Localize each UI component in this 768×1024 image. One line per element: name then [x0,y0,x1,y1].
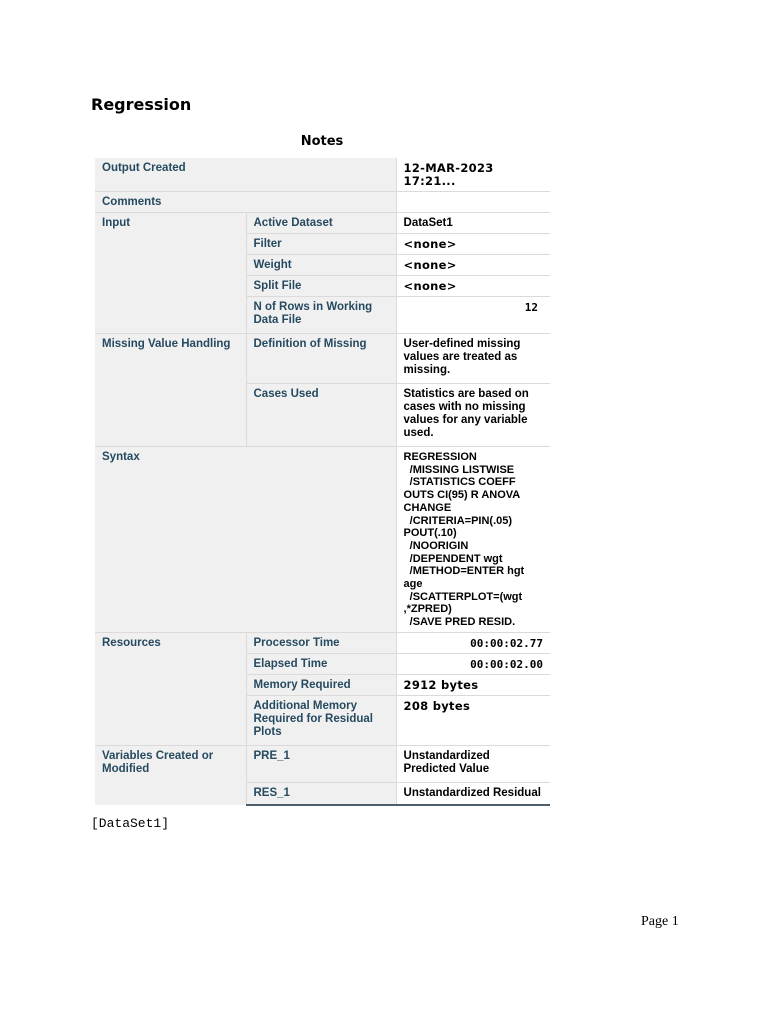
missing-label: Missing Value Handling [95,334,246,447]
memory-required-label: Memory Required [246,674,396,695]
pre-1-value: Unstandardized Predicted Value [396,745,550,782]
memory-required-value: 2912 bytes [396,674,550,695]
split-file-value: <none> [396,276,550,297]
n-rows-value: 12 [396,297,550,334]
page-number: Page 1 [641,914,679,929]
definition-missing-label: Definition of Missing [246,334,396,384]
table-row [95,334,550,384]
table-row [95,447,550,633]
split-file-label: Split File [246,276,396,297]
pre-1-label: PRE_1 [246,745,396,782]
notes-table [95,158,550,806]
definition-missing-value: User-defined missing values are treated as missing. [396,334,550,384]
page-title: Regression [91,95,192,114]
processor-time-label: Processor Time [246,632,396,653]
weight-label: Weight [246,255,396,276]
output-created-label: Output Created [95,158,396,192]
additional-memory-value: 208 bytes [396,695,550,745]
filter-value: <none> [396,234,550,255]
filter-label: Filter [246,234,396,255]
active-dataset-value: DataSet1 [396,213,550,234]
syntax-label: Syntax [95,447,396,633]
n-rows-label: N of Rows in Working Data File [246,297,396,334]
resources-label: Resources [95,632,246,745]
table-row [95,158,550,192]
table-row [95,632,550,653]
comments-label: Comments [95,192,396,213]
dataset-label: [DataSet1] [91,816,170,831]
weight-value: <none> [396,255,550,276]
elapsed-time-value: 00:00:02.00 [396,653,550,674]
variables-label: Variables Created or Modified [95,745,246,805]
table-row [95,745,550,782]
processor-time-value: 00:00:02.77 [396,632,550,653]
res-1-value: Unstandardized Residual [396,782,550,805]
output-created-value: 12-MAR-2023 17:21... [396,158,550,192]
res-1-label: RES_1 [246,782,396,805]
table-row [95,192,550,213]
table-row [95,213,550,234]
syntax-value: REGRESSION /MISSING LISTWISE /STATISTICS COEFF OUTS CI(95) R ANOVA CHANGE /CRITERIA=PIN(.05) POUT(.10) /NOORIGIN /DEPENDENT wgt /METHOD=ENTER hgt age /SCATTERPLOT=(wgt ,*ZPRED) /SAVE PRED RESID. [396,447,550,633]
comments-value [396,192,550,213]
cases-used-label: Cases Used [246,384,396,447]
elapsed-time-label: Elapsed Time [246,653,396,674]
input-label: Input [95,213,246,334]
active-dataset-label: Active Dataset [246,213,396,234]
additional-memory-label: Additional Memory Required for Residual Plots [246,695,396,745]
table-caption: Notes [300,134,344,149]
cases-used-value: Statistics are based on cases with no missing values for any variable used. [396,384,550,447]
